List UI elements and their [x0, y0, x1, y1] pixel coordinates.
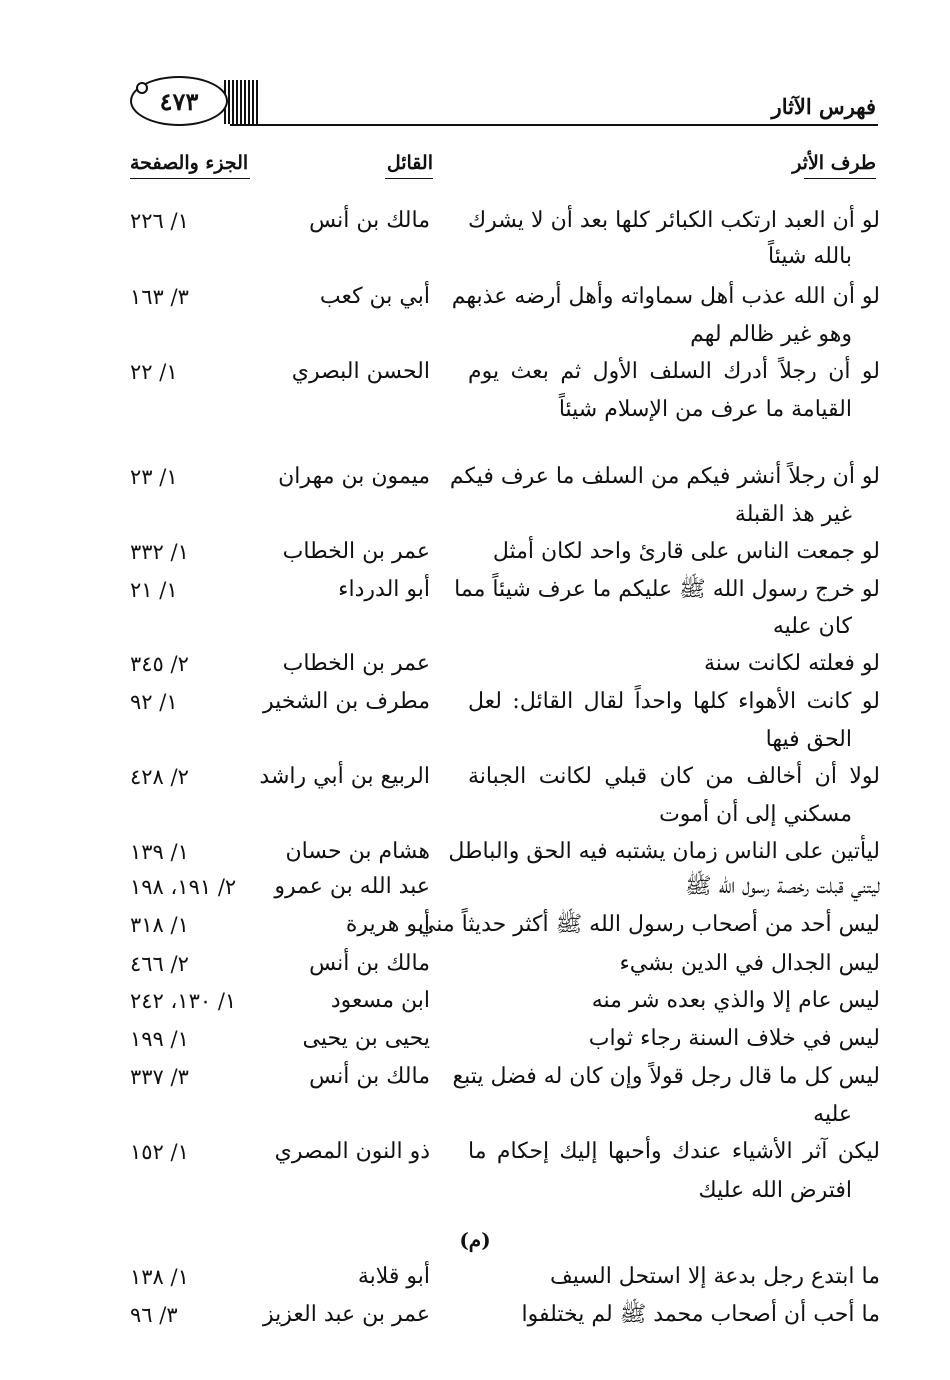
athar-text: لو أن الله عذب أهل سماواته وأهل أرضه عذبهم [451, 284, 880, 309]
index-entry-continuation [118, 1176, 880, 1206]
index-entry [118, 1024, 880, 1054]
index-entry-continuation [118, 242, 880, 272]
narrator: عبد الله بن عمرو [274, 874, 430, 899]
column-head-athar-rule [804, 178, 876, 179]
volume-page: ٢/ ١٩١، ١٩٨ [130, 875, 237, 899]
index-entry [118, 1137, 880, 1167]
volume-page: ١/ ٢٢ [130, 360, 178, 384]
ornament-dot [136, 82, 148, 94]
index-entry [118, 949, 880, 979]
index-entry-continuation [118, 1100, 880, 1130]
volume-page: ١/ ٢٢٦ [130, 209, 189, 233]
athar-text: لو فعلته لكانت سنة [703, 651, 880, 676]
athar-text-continuation: عليه [813, 1102, 852, 1127]
volume-page: ١/ ١٣٠، ٢٤٢ [130, 989, 237, 1013]
athar-text: ليكن آثر الأشياء عندك وأحبها إليك إحكام ما [468, 1139, 880, 1164]
athar-text: ما أحب أن أصحاب محمد ﷺ لم يختلفوا [521, 1302, 880, 1327]
narrator: يحيى بن يحيى [302, 1026, 430, 1051]
athar-text-continuation: وهو غير ظالم لهم [690, 322, 852, 347]
volume-page: ١/ ١٣٩ [130, 840, 189, 864]
volume-page: ٢/ ٤٦٦ [130, 952, 189, 976]
volume-page: ١/ ١٩٩ [130, 1027, 189, 1051]
narrator: أبو الدرداء [338, 577, 430, 602]
index-entry-continuation [118, 395, 880, 425]
volume-page: ١/ ١٣٨ [130, 1265, 189, 1289]
narrator: أبو هريرة [345, 912, 430, 937]
narrator: مالك بن أنس [309, 951, 430, 976]
narrator: عمر بن الخطاب [282, 539, 430, 564]
column-head-qaail-rule [385, 178, 433, 179]
narrator: مالك بن أنس [309, 208, 430, 233]
index-entry [118, 357, 880, 387]
athar-text: ليس أحد من أصحاب رسول الله ﷺ أكثر حديثاً مني [417, 912, 880, 937]
index-entry [118, 872, 880, 902]
volume-page: ١/ ٣١٨ [130, 913, 189, 937]
volume-page: ١/ ٣٣٢ [130, 540, 189, 564]
index-entry [118, 575, 880, 605]
index-entry-continuation [118, 612, 880, 642]
athar-text-continuation: الحق فيها [765, 727, 852, 752]
index-entry [118, 537, 880, 567]
index-entry [118, 206, 880, 236]
athar-text: لو أن العبد ارتكب الكبائر كلها بعد أن لا يشرك [468, 208, 880, 233]
narrator: مطرف بن الشخير [262, 689, 430, 714]
narrator: مالك بن أنس [309, 1064, 430, 1089]
athar-text: لو أن رجلاً أنشر فيكم من السلف ما عرف فيكم [449, 464, 880, 489]
index-entry-continuation [118, 800, 880, 830]
narrator: هشام بن حسان [285, 839, 430, 864]
narrator: ذو النون المصري [274, 1139, 430, 1164]
column-head-juz: الجزء والصفحة [130, 152, 249, 174]
ornament-bars [224, 80, 258, 124]
athar-text: لو خرج رسول الله ﷺ عليكم ما عرف شيئاً مما [454, 577, 880, 602]
index-entry [118, 649, 880, 679]
narrator: الربيع بن أبي راشد [259, 764, 430, 789]
athar-text: لولا أن أخالف من كان قبلي لكانت الجبانة [468, 764, 880, 789]
index-entry [118, 462, 880, 492]
narrator: ميمون بن مهران [278, 464, 430, 489]
index-entry [118, 1262, 880, 1292]
athar-text: ما ابتدع رجل بدعة إلا استحل السيف [549, 1264, 880, 1289]
index-entry [118, 687, 880, 717]
athar-text: ليس في خلاف السنة رجاء ثواب [588, 1026, 880, 1051]
volume-page: ٢/ ٣٤٥ [130, 652, 189, 676]
page-title: فهرس الآثار [771, 94, 876, 119]
athar-text: ليس الجدال في الدين بشيء [619, 951, 880, 976]
index-entry [118, 910, 880, 940]
column-head-qaail: القائل [386, 152, 433, 174]
narrator: أبو قلابة [357, 1264, 430, 1289]
narrator: ابن مسعود [330, 988, 430, 1013]
volume-page: ١/ ٢٣ [130, 465, 178, 489]
section-letter: (م) [459, 1228, 491, 1252]
athar-text: ليس عام إلا والذي بعده شر منه [591, 988, 880, 1013]
athar-text-continuation: بالله شيئاً [767, 244, 852, 269]
narrator: الحسن البصري [291, 359, 430, 384]
running-header [130, 68, 878, 130]
athar-text-continuation: مسكني إلى أن أموت [659, 802, 852, 827]
column-head-athar: طرف الأثر [792, 152, 876, 174]
athar-text: لو جمعت الناس على قارئ واحد لكان أمثل [492, 539, 880, 564]
header-rule [230, 124, 878, 126]
narrator: أبي بن كعب [319, 284, 430, 309]
volume-page: ٢/ ٤٢٨ [130, 765, 189, 789]
athar-text: ليس كل ما قال رجل قولاً وإن كان له فضل يتبع [452, 1064, 880, 1089]
volume-page: ٣/ ١٦٣ [130, 285, 189, 309]
index-entry-continuation [118, 500, 880, 530]
athar-text: لو كانت الأهواء كلها واحداً لقال القائل: لعل [468, 689, 880, 714]
volume-page: ١/ ٢١ [130, 578, 178, 602]
athar-text: لو أن رجلاً أدرك السلف الأول ثم بعث يوم [468, 359, 880, 384]
index-entry [118, 1300, 880, 1330]
volume-page: ٣/ ٩٦ [130, 1303, 178, 1327]
column-head-juz-rule [130, 178, 250, 179]
index-entry [118, 762, 880, 792]
narrator: عمر بن عبد العزيز [263, 1302, 430, 1327]
narrator: عمر بن الخطاب [282, 651, 430, 676]
athar-text-continuation: القيامة ما عرف من الإسلام شيئاً [558, 397, 852, 422]
volume-page: ١/ ١٥٢ [130, 1140, 189, 1164]
index-entry [118, 986, 880, 1016]
athar-text: ليأتين على الناس زمان يشتبه فيه الحق والباطل [448, 839, 880, 864]
athar-text-continuation: كان عليه [772, 614, 852, 639]
athar-text: ليتني قبلت رخصة رسول الله ﷺ [685, 874, 880, 899]
index-entry [118, 282, 880, 312]
volume-page: ١/ ٩٢ [130, 690, 178, 714]
index-entry-continuation [118, 320, 880, 350]
index-entry-continuation [118, 725, 880, 755]
page-number: ٤٧٣ [159, 86, 199, 116]
page-number-badge [130, 76, 228, 126]
athar-text-continuation: افترض الله عليك [698, 1178, 852, 1203]
index-entry [118, 837, 880, 867]
athar-text-continuation: غير هذ القبلة [734, 502, 852, 527]
index-entry [118, 1062, 880, 1092]
volume-page: ٣/ ٣٣٧ [130, 1065, 189, 1089]
